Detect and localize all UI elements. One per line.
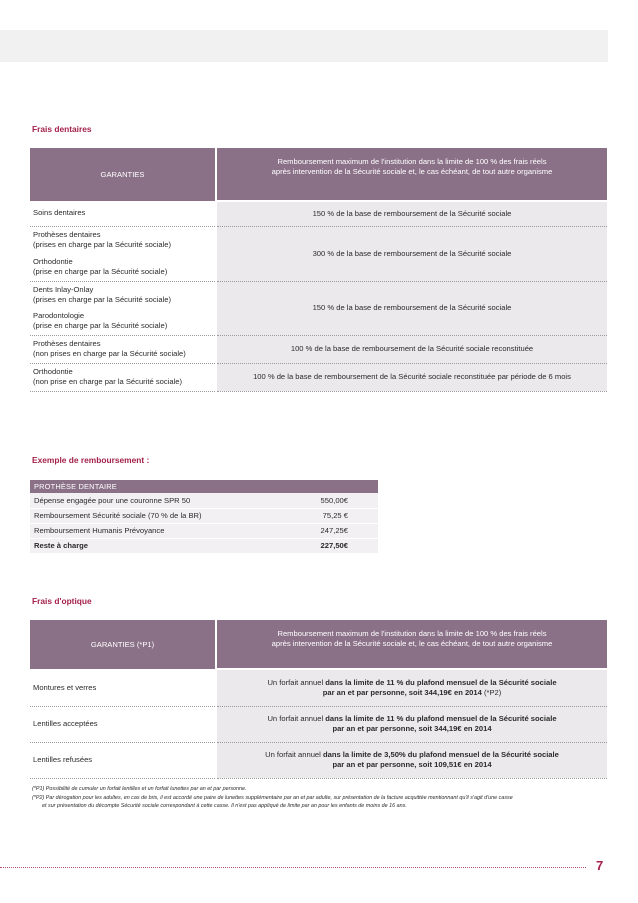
dental-header-line-1: Remboursement maximum de l'institution dans la limite de 100 % des frais réels [277, 157, 547, 166]
table-row [30, 493, 378, 508]
optics-header-garanties: GARANTIES (*P1) [30, 620, 216, 669]
row-value-montures [216, 669, 607, 706]
row-label-line: (non prise en charge par la Sécurité sociale) [33, 377, 183, 386]
table-row [30, 335, 607, 363]
row-label-line: Parodontologie [33, 311, 85, 321]
row-label-line: Orthodontie [33, 367, 73, 376]
value-text-bold: par an et par personne, soit 344,19€ en 2014 [322, 687, 482, 697]
dental-header-line-2: après intervention de la Sécurité sociale et, le cas échéant, de tout autre organisme [271, 167, 553, 176]
value-text: (*P2) [481, 687, 502, 697]
example-section-title: Exemple de remboursement : [32, 455, 150, 465]
optics-header-remboursement [216, 620, 607, 669]
row-label-line: (prise en charge par la Sécurité sociale) [33, 267, 168, 277]
row-label-inlay [30, 281, 216, 308]
table-row [30, 523, 378, 538]
value-text-bold: dans la limite de 11 % du plafond mensuel de la Sécurité sociale [325, 677, 557, 687]
table-row [30, 201, 607, 226]
table-row [30, 706, 607, 742]
dental-table [30, 148, 607, 392]
optics-table [30, 620, 607, 779]
row-label-protheses [30, 226, 216, 254]
table-row [30, 669, 607, 706]
example-table [30, 480, 378, 554]
footer-divider [0, 867, 586, 868]
optics-header-line-2: après intervention de la Sécurité sociale et, le cas échéant, de tout autre organisme [271, 639, 553, 648]
example-row-value: 75,25 € [278, 508, 378, 523]
example-row-value: 247,25€ [278, 523, 378, 538]
row-value-orthodontie-non: 100 % de la base de remboursement de la Sécurité sociale reconstituée par période de 6 mois [216, 363, 607, 391]
table-row [30, 281, 607, 308]
page-number: 7 [596, 858, 604, 873]
value-text: Un forfait annuel [267, 714, 326, 723]
value-text-bold: dans la limite de 3,50% du plafond mensuel de la Sécurité sociale [322, 750, 559, 759]
row-label-line: Dents Inlay-Onlay [33, 284, 94, 294]
optics-section-title: Frais d'optique [32, 596, 92, 606]
row-value-group-1: 300 % de la base de remboursement de la Sécurité sociale [216, 226, 607, 281]
table-row [30, 742, 607, 778]
value-text-bold: par an et par personne, soit 344,19€ en 2014 [332, 724, 492, 733]
value-text-bold: par an et par personne, soit 109,51€ en 2014 [332, 760, 492, 769]
row-value-lentilles-refusees [216, 742, 607, 778]
dental-section-title: Frais dentaires [32, 124, 92, 134]
row-value-soins: 150 % de la base de remboursement de la Sécurité sociale [216, 201, 607, 226]
example-header: PROTHÈSE DENTAIRE [30, 480, 378, 493]
table-row [30, 508, 378, 523]
row-label-line: (prises en charge par la Sécurité sociale) [33, 240, 172, 250]
value-text: Un forfait annuel [267, 677, 326, 687]
row-label-line: Prothèses dentaires [33, 230, 101, 240]
top-band [0, 30, 608, 62]
dental-header-garanties: GARANTIES [30, 148, 216, 201]
footnotes [32, 785, 607, 811]
example-row-label: Remboursement Humanis Prévoyance [30, 523, 278, 538]
table-row-total [30, 538, 378, 553]
row-label-parodontologie [30, 308, 216, 335]
row-label-montures: Montures et verres [30, 669, 216, 706]
example-total-label: Reste à charge [30, 538, 278, 553]
example-row-label: Remboursement Sécurité sociale (70 % de la BR) [30, 508, 278, 523]
value-text-bold: dans la limite de 11 % du plafond mensuel de la Sécurité sociale [325, 714, 557, 723]
value-text: Un forfait annuel [265, 750, 323, 759]
row-label-line: Orthodontie [33, 257, 73, 267]
example-row-label: Dépense engagée pour une couronne SPR 50 [30, 493, 278, 508]
row-label-orthodontie [30, 254, 216, 281]
row-label-protheses-non [30, 335, 216, 363]
row-label-lentilles-acceptees: Lentilles acceptées [30, 706, 216, 742]
row-value-lentilles-acceptees [216, 706, 607, 742]
row-label-orthodontie-non [30, 363, 216, 391]
row-label-line: (prise en charge par la Sécurité sociale) [33, 321, 168, 331]
row-label-line: (non prises en charge par la Sécurité sociale) [33, 349, 186, 358]
table-row [30, 363, 607, 391]
example-total-value: 227,50€ [278, 538, 378, 553]
footnote-p2-line-1: (*P2) Par dérogation pour les adultes, en cas de bris, il est accordé une paire de lunettes supplémentaire par an et par adulte, sur présentation de la facture acquittée mentionnant qu'il s'agit d'une casse [32, 794, 513, 801]
optics-header-line-1: Remboursement maximum de l'institution dans la limite de 100 % des frais réels [277, 629, 547, 638]
row-label-line: Prothèses dentaires [33, 339, 101, 348]
row-value-group-2: 150 % de la base de remboursement de la Sécurité sociale [216, 281, 607, 335]
table-row [30, 226, 607, 254]
footnote-p2-line-2: et sur présentation du décompte Sécurité sociale correspondant à cette casse. Il n'est pas appliqué de limite par an pour les enfants de moins de 16 ans. [42, 803, 407, 809]
row-value-protheses-non: 100 % de la base de remboursement de la Sécurité sociale reconstituée [216, 335, 607, 363]
example-row-value: 550,00€ [278, 493, 378, 508]
row-label-line: (prises en charge par la Sécurité sociale) [33, 294, 172, 304]
dental-header-remboursement [216, 148, 607, 201]
row-label-lentilles-refusees: Lentilles refusées [30, 742, 216, 778]
row-label-soins: Soins dentaires [30, 201, 216, 226]
footnote-p1: (*P1) Possibilité de cumuler un forfait lentilles et un forfait lunettes par an et par personne. [32, 786, 247, 792]
